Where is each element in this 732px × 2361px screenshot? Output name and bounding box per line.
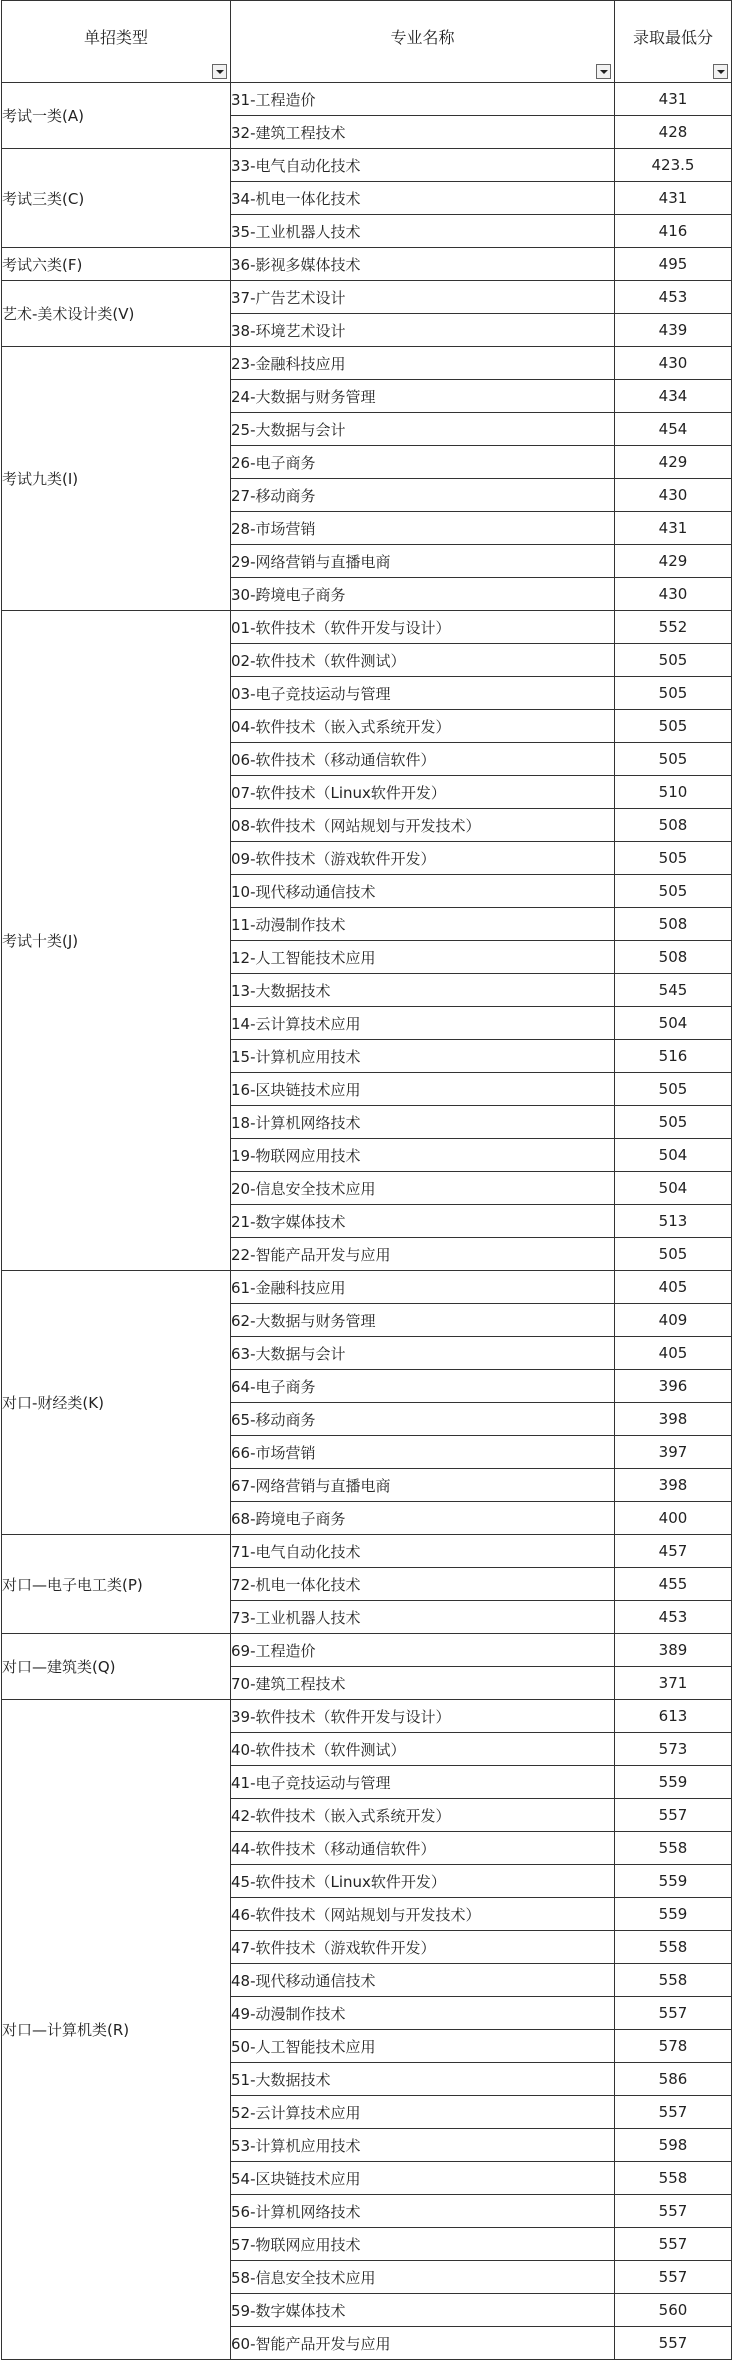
major-cell: 68-跨境电子商务 — [231, 1502, 615, 1535]
header-category-label: 单招类型 — [83, 28, 148, 47]
filter-dropdown-icon[interactable] — [713, 64, 728, 79]
table-row — [2, 1535, 732, 1568]
score-cell: 429 — [615, 446, 732, 479]
score-cell: 505 — [615, 1073, 732, 1106]
score-cell: 552 — [615, 611, 732, 644]
score-cell: 505 — [615, 644, 732, 677]
major-cell: 44-软件技术（移动通信软件） — [231, 1832, 615, 1865]
score-cell: 557 — [615, 1997, 732, 2030]
major-cell: 42-软件技术（嵌入式系统开发） — [231, 1799, 615, 1832]
major-cell: 51-大数据技术 — [231, 2063, 615, 2096]
major-cell: 35-工业机器人技术 — [231, 215, 615, 248]
score-cell: 586 — [615, 2063, 732, 2096]
score-cell: 431 — [615, 83, 732, 116]
major-cell: 04-软件技术（嵌入式系统开发） — [231, 710, 615, 743]
score-cell: 453 — [615, 281, 732, 314]
score-cell: 559 — [615, 1766, 732, 1799]
major-cell: 27-移动商务 — [231, 479, 615, 512]
header-category — [2, 1, 231, 83]
table-body — [2, 83, 732, 2360]
category-cell: 对口—计算机类(R) — [2, 1700, 231, 2360]
major-cell: 25-大数据与会计 — [231, 413, 615, 446]
major-cell: 20-信息安全技术应用 — [231, 1172, 615, 1205]
major-cell: 52-云计算技术应用 — [231, 2096, 615, 2129]
major-cell: 72-机电一体化技术 — [231, 1568, 615, 1601]
major-cell: 24-大数据与财务管理 — [231, 380, 615, 413]
score-cell: 454 — [615, 413, 732, 446]
major-cell: 50-人工智能技术应用 — [231, 2030, 615, 2063]
category-cell: 考试十类(J) — [2, 611, 231, 1271]
score-cell: 455 — [615, 1568, 732, 1601]
major-cell: 67-网络营销与直播电商 — [231, 1469, 615, 1502]
filter-dropdown-icon[interactable] — [212, 64, 227, 79]
major-cell: 23-金融科技应用 — [231, 347, 615, 380]
score-cell: 559 — [615, 1865, 732, 1898]
score-cell: 573 — [615, 1733, 732, 1766]
score-cell: 439 — [615, 314, 732, 347]
major-cell: 33-电气自动化技术 — [231, 149, 615, 182]
major-cell: 41-电子竞技运动与管理 — [231, 1766, 615, 1799]
category-cell: 艺术-美术设计类(V) — [2, 281, 231, 347]
major-cell: 32-建筑工程技术 — [231, 116, 615, 149]
score-cell: 613 — [615, 1700, 732, 1733]
score-cell: 558 — [615, 1832, 732, 1865]
major-cell: 59-数字媒体技术 — [231, 2294, 615, 2327]
category-cell: 对口-财经类(K) — [2, 1271, 231, 1535]
major-cell: 37-广告艺术设计 — [231, 281, 615, 314]
major-cell: 07-软件技术（Linux软件开发） — [231, 776, 615, 809]
score-cell: 505 — [615, 875, 732, 908]
score-cell: 508 — [615, 941, 732, 974]
major-cell: 62-大数据与财务管理 — [231, 1304, 615, 1337]
major-cell: 34-机电一体化技术 — [231, 182, 615, 215]
score-cell: 431 — [615, 512, 732, 545]
major-cell: 71-电气自动化技术 — [231, 1535, 615, 1568]
major-cell: 03-电子竞技运动与管理 — [231, 677, 615, 710]
major-cell: 45-软件技术（Linux软件开发） — [231, 1865, 615, 1898]
major-cell: 66-市场营销 — [231, 1436, 615, 1469]
table-row — [2, 281, 732, 314]
score-cell: 598 — [615, 2129, 732, 2162]
major-cell: 21-数字媒体技术 — [231, 1205, 615, 1238]
score-cell: 398 — [615, 1403, 732, 1436]
score-cell: 516 — [615, 1040, 732, 1073]
major-cell: 12-人工智能技术应用 — [231, 941, 615, 974]
table-row — [2, 1634, 732, 1667]
major-cell: 14-云计算技术应用 — [231, 1007, 615, 1040]
major-cell: 10-现代移动通信技术 — [231, 875, 615, 908]
score-cell: 453 — [615, 1601, 732, 1634]
score-cell: 557 — [615, 1799, 732, 1832]
score-cell: 557 — [615, 2327, 732, 2360]
score-cell: 396 — [615, 1370, 732, 1403]
score-cell: 430 — [615, 578, 732, 611]
table-row — [2, 347, 732, 380]
major-cell: 38-环境艺术设计 — [231, 314, 615, 347]
score-cell: 505 — [615, 677, 732, 710]
major-cell: 49-动漫制作技术 — [231, 1997, 615, 2030]
table-row — [2, 1700, 732, 1733]
category-cell: 考试一类(A) — [2, 83, 231, 149]
score-cell: 559 — [615, 1898, 732, 1931]
score-cell: 560 — [615, 2294, 732, 2327]
score-cell: 505 — [615, 1106, 732, 1139]
filter-dropdown-icon[interactable] — [596, 64, 611, 79]
major-cell: 64-电子商务 — [231, 1370, 615, 1403]
category-cell: 考试三类(C) — [2, 149, 231, 248]
major-cell: 47-软件技术（游戏软件开发） — [231, 1931, 615, 1964]
major-cell: 53-计算机应用技术 — [231, 2129, 615, 2162]
category-cell: 对口—电子电工类(P) — [2, 1535, 231, 1634]
score-cell: 429 — [615, 545, 732, 578]
score-cell: 545 — [615, 974, 732, 1007]
score-cell: 558 — [615, 2162, 732, 2195]
table-row — [2, 248, 732, 281]
header-row — [2, 1, 732, 83]
header-major — [231, 1, 615, 83]
major-cell: 48-现代移动通信技术 — [231, 1964, 615, 1997]
score-cell: 505 — [615, 842, 732, 875]
score-cell: 409 — [615, 1304, 732, 1337]
score-cell: 557 — [615, 2096, 732, 2129]
table-row — [2, 149, 732, 182]
score-cell: 508 — [615, 809, 732, 842]
score-cell: 405 — [615, 1337, 732, 1370]
major-cell: 18-计算机网络技术 — [231, 1106, 615, 1139]
major-cell: 54-区块链技术应用 — [231, 2162, 615, 2195]
score-cell: 508 — [615, 908, 732, 941]
major-cell: 11-动漫制作技术 — [231, 908, 615, 941]
major-cell: 46-软件技术（网站规划与开发技术） — [231, 1898, 615, 1931]
major-cell: 70-建筑工程技术 — [231, 1667, 615, 1700]
score-cell: 434 — [615, 380, 732, 413]
major-cell: 57-物联网应用技术 — [231, 2228, 615, 2261]
table-row — [2, 611, 732, 644]
major-cell: 58-信息安全技术应用 — [231, 2261, 615, 2294]
score-cell: 428 — [615, 116, 732, 149]
score-cell: 557 — [615, 2261, 732, 2294]
score-cell: 371 — [615, 1667, 732, 1700]
major-cell: 69-工程造价 — [231, 1634, 615, 1667]
score-cell: 416 — [615, 215, 732, 248]
major-cell: 56-计算机网络技术 — [231, 2195, 615, 2228]
score-cell: 558 — [615, 1931, 732, 1964]
score-cell: 504 — [615, 1139, 732, 1172]
major-cell: 26-电子商务 — [231, 446, 615, 479]
score-cell: 505 — [615, 1238, 732, 1271]
score-cell: 389 — [615, 1634, 732, 1667]
score-cell: 557 — [615, 2195, 732, 2228]
score-cell: 504 — [615, 1172, 732, 1205]
major-cell: 19-物联网应用技术 — [231, 1139, 615, 1172]
major-cell: 63-大数据与会计 — [231, 1337, 615, 1370]
major-cell: 60-智能产品开发与应用 — [231, 2327, 615, 2360]
major-cell: 29-网络营销与直播电商 — [231, 545, 615, 578]
score-cell: 405 — [615, 1271, 732, 1304]
major-cell: 61-金融科技应用 — [231, 1271, 615, 1304]
score-cell: 513 — [615, 1205, 732, 1238]
major-cell: 36-影视多媒体技术 — [231, 248, 615, 281]
header-score — [615, 1, 732, 83]
score-cell: 431 — [615, 182, 732, 215]
score-cell: 510 — [615, 776, 732, 809]
category-cell: 考试六类(F) — [2, 248, 231, 281]
header-major-label: 专业名称 — [390, 28, 455, 47]
major-cell: 31-工程造价 — [231, 83, 615, 116]
table-row — [2, 83, 732, 116]
score-cell: 400 — [615, 1502, 732, 1535]
major-cell: 40-软件技术（软件测试） — [231, 1733, 615, 1766]
category-cell: 对口—建筑类(Q) — [2, 1634, 231, 1700]
score-cell: 430 — [615, 347, 732, 380]
score-cell: 423.5 — [615, 149, 732, 182]
score-cell: 397 — [615, 1436, 732, 1469]
admission-score-table — [1, 0, 732, 2360]
score-cell: 430 — [615, 479, 732, 512]
score-cell: 558 — [615, 1964, 732, 1997]
major-cell: 22-智能产品开发与应用 — [231, 1238, 615, 1271]
major-cell: 30-跨境电子商务 — [231, 578, 615, 611]
category-cell: 考试九类(I) — [2, 347, 231, 611]
header-score-label: 录取最低分 — [632, 28, 713, 47]
major-cell: 09-软件技术（游戏软件开发） — [231, 842, 615, 875]
major-cell: 02-软件技术（软件测试） — [231, 644, 615, 677]
score-cell: 505 — [615, 743, 732, 776]
major-cell: 65-移动商务 — [231, 1403, 615, 1436]
major-cell: 01-软件技术（软件开发与设计） — [231, 611, 615, 644]
score-cell: 505 — [615, 710, 732, 743]
major-cell: 06-软件技术（移动通信软件） — [231, 743, 615, 776]
score-cell: 578 — [615, 2030, 732, 2063]
major-cell: 16-区块链技术应用 — [231, 1073, 615, 1106]
major-cell: 13-大数据技术 — [231, 974, 615, 1007]
table-row — [2, 1271, 732, 1304]
score-cell: 504 — [615, 1007, 732, 1040]
score-cell: 398 — [615, 1469, 732, 1502]
major-cell: 39-软件技术（软件开发与设计） — [231, 1700, 615, 1733]
major-cell: 08-软件技术（网站规划与开发技术） — [231, 809, 615, 842]
score-cell: 457 — [615, 1535, 732, 1568]
major-cell: 15-计算机应用技术 — [231, 1040, 615, 1073]
major-cell: 73-工业机器人技术 — [231, 1601, 615, 1634]
major-cell: 28-市场营销 — [231, 512, 615, 545]
score-cell: 557 — [615, 2228, 732, 2261]
score-cell: 495 — [615, 248, 732, 281]
